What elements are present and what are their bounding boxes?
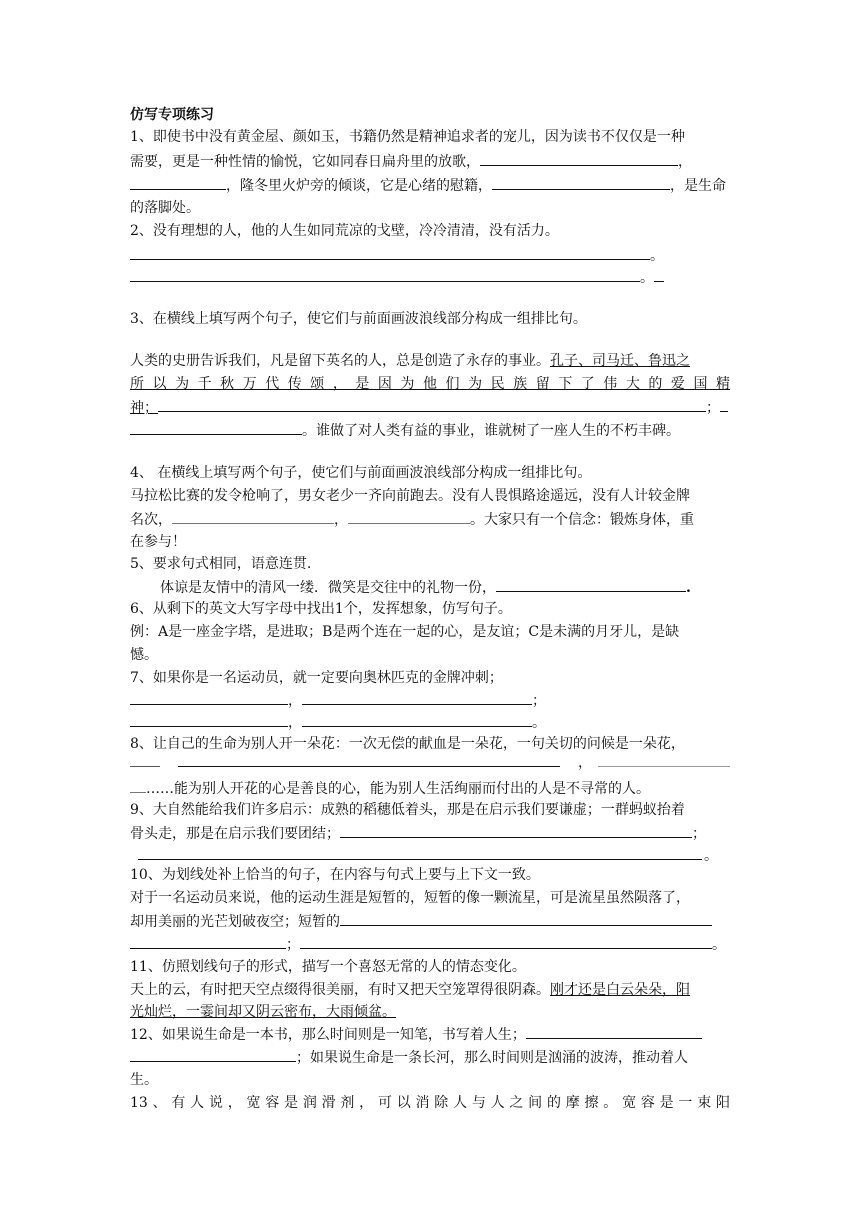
q2-answer-line-2: [130, 266, 664, 289]
q9-text-2: 骨头走，那是在启示我们要团结；: [130, 826, 340, 842]
q5-line-2: [160, 576, 691, 599]
q1-line-4: 的落脚处。: [130, 200, 200, 216]
q3-semicolon: ；: [706, 400, 720, 416]
q11-prompt: 11、仿照划线句子的形式，描写一个喜怒无常的人的情态变化。: [130, 959, 526, 975]
q10-period: 。: [712, 937, 726, 953]
q2-end-2: 。: [640, 270, 654, 286]
q1-text-2-end: ，: [678, 154, 692, 170]
answer-blank[interactable]: [302, 711, 532, 727]
q7-answer-line-1: [130, 689, 546, 712]
answer-blank-tail: [654, 266, 664, 282]
q11-line-2: [130, 979, 690, 1001]
answer-blank[interactable]: [340, 822, 692, 838]
q13-prompt: 13、有人说，宽容是润滑剂，可以消除人与人之间的摩擦。宽容是一束阳: [130, 1095, 730, 1111]
q4-text-3c: 。大家只有一个信念：锻炼身体，重: [470, 512, 694, 528]
q11-underlined-text-2: 光灿烂，一霎间却又阴云密布，大雨倾盆。: [130, 1004, 396, 1020]
answer-blank[interactable]: [130, 933, 286, 949]
q5-prompt: 5、要求句式相同，语意连贯.: [130, 556, 312, 572]
q1-text-3b: ，是生命: [670, 178, 726, 194]
q10-prompt: 10、为划线处补上恰当的句子，在内容与句式上要与上下文一致。: [130, 867, 540, 883]
answer-blank[interactable]: [340, 910, 712, 926]
q4-comma: ，: [334, 512, 348, 528]
q10-line-2: 对于一名运动员来说，他的运动生涯是短暂的，短暂的像一颗流星，可是流星虽然陨落了，: [130, 890, 690, 906]
answer-blank[interactable]: [496, 576, 686, 592]
q12-text-2: ；如果说生命是一条长河，那么时间则是汹涌的波涛，推动着人: [296, 1050, 688, 1066]
answer-blank[interactable]: [130, 266, 640, 282]
q1-line-1: 1、即使书中没有黄金屋、颜如玉，书籍仍然是精神追求者的宠儿，因为读书不仅仅是一种: [130, 129, 685, 145]
answer-blank[interactable]: [480, 150, 678, 166]
answer-blank[interactable]: [172, 508, 334, 524]
q10-text-3: 却用美丽的光芒划破夜空；短暂的: [130, 914, 340, 930]
q8-prompt: 8、让自己的生命为别人开一朵花：一次无偿的献血是一朵花，一句关切的问候是一朵花，: [130, 736, 685, 752]
q3-text-1a: 人类的史册告诉我们，凡是留下英名的人，总是创造了永存的事业。: [130, 353, 550, 369]
q1-line-3: [130, 174, 726, 197]
q4-line-2: 马拉松比赛的发令枪响了，男女老少一齐向前跑去。没有人畏惧路途遥远，没有人计较金牌: [130, 488, 690, 504]
answer-blank[interactable]: [130, 244, 650, 260]
answer-blank[interactable]: [598, 766, 730, 767]
q2-prompt: 2、没有理想的人，他的人生如同荒凉的戈壁，冷冷清清，没有活力。: [130, 223, 559, 239]
q8-text-3: ……能为别人开花的心是善良的心，能为别人生活绚丽而付出的人是不寻常的人。: [146, 781, 650, 797]
q1-text-2: 需要，更是一种性情的愉悦，它如同春日扁舟里的放歌，: [130, 154, 480, 170]
q7-period: 。: [532, 715, 546, 731]
q8-line-3: [130, 777, 650, 800]
answer-blank[interactable]: [492, 174, 670, 190]
q9-line-2: [130, 822, 706, 845]
q9-period: 。: [704, 848, 718, 864]
q12-line-3: 生。: [130, 1072, 158, 1088]
q7-comma-2: ，: [288, 715, 302, 731]
q3-para-1: [130, 350, 690, 372]
q10-line-3: [130, 910, 712, 933]
q1-line-2: [130, 150, 692, 173]
q6-prompt: 6、从剩下的英文大写字母中找出1个，发挥想象，仿写句子。: [130, 601, 512, 617]
q7-answer-line-2: [130, 711, 546, 734]
q3-wavy-text-3: 神；: [130, 400, 158, 416]
q3-wavy-text-1: 孔子、司马迁、鲁迅之: [550, 353, 690, 369]
q9-prompt: 9、大自然能给我们许多启示：成熟的稻穗低着头，那是在启示我们要谦虚；一群蚂蚁抬着: [130, 802, 685, 818]
answer-blank[interactable]: [158, 396, 706, 412]
q7-comma-1: ，: [288, 693, 302, 709]
answer-blank[interactable]: [130, 174, 226, 190]
q12-line-2: [130, 1046, 688, 1069]
q3-text-4: 。谁做了对人类有益的事业，谁就树了一座人生的不朽丰碑。: [302, 423, 680, 439]
q7-prompt: 7、如果你是一名运动员，就一定要向奥林匹克的金牌冲刺；: [130, 670, 503, 686]
q2-answer-line-1: [130, 244, 664, 267]
answer-blank[interactable]: [302, 689, 532, 705]
q2-end-1: 。: [650, 248, 664, 264]
q4-line-4: 在参与！: [130, 534, 186, 550]
q5-end-dot: .: [686, 580, 691, 596]
q3-para-4: [130, 419, 680, 442]
q4-prompt: 4、 在横线上填写两个句子，使它们与前面画波浪线部分构成一组排比句。: [130, 465, 592, 481]
answer-blank[interactable]: [138, 859, 702, 860]
q5-text: 体谅是友情中的清风一缕．微笑是交往中的礼物一份，: [160, 580, 496, 596]
q10-line-4: [130, 933, 726, 956]
q3-wavy-text-2: 所以为千秋万代传颂，是因为他们为民族留下了伟大的爱国精: [130, 376, 730, 392]
answer-blank[interactable]: [130, 766, 160, 767]
answer-blank[interactable]: [130, 1046, 296, 1062]
answer-blank[interactable]: [348, 508, 470, 524]
q4-line-3: [130, 508, 694, 531]
answer-blank[interactable]: [130, 689, 288, 705]
answer-blank[interactable]: [300, 933, 712, 949]
answer-blank[interactable]: [130, 777, 146, 793]
q7-semicolon: ；: [532, 693, 546, 709]
answer-blank[interactable]: [130, 711, 288, 727]
q9-semicolon: ；: [692, 826, 706, 842]
q10-semicolon: ；: [286, 937, 300, 953]
answer-blank-tail: [720, 396, 728, 412]
q6-line-3: 憾。: [130, 647, 158, 663]
q3-para-3: [130, 396, 728, 419]
q6-example: 例：A是一座金字塔，是进取；B是两个连在一起的心，是友谊；C是未满的月牙儿，是缺: [130, 624, 680, 640]
answer-blank[interactable]: [178, 766, 560, 767]
q3-prompt: 3、在横线上填写两个句子，使它们与前面画波浪线部分构成一组排比句。: [130, 311, 587, 327]
q11-text-2a: 天上的云，有时把天空点缀得很美丽，有时又把天空笼罩得很阴森。: [130, 982, 550, 998]
answer-blank[interactable]: [130, 419, 302, 435]
q4-text-3a: 名次，: [130, 512, 172, 528]
q1-text-3a: ，隆冬里火炉旁的倾谈，它是心绪的慰籍，: [226, 178, 492, 194]
answer-blank[interactable]: [526, 1023, 702, 1039]
q8-comma: ，: [578, 755, 592, 771]
q12-prompt: [130, 1023, 702, 1046]
q12-text-1: 12、如果说生命是一本书，那么时间则是一知笔，书写着人生；: [130, 1027, 526, 1043]
q11-underlined-text-1: 刚才还是白云朵朵，阳: [550, 982, 690, 998]
page-title: 仿写专项练习: [130, 107, 214, 123]
